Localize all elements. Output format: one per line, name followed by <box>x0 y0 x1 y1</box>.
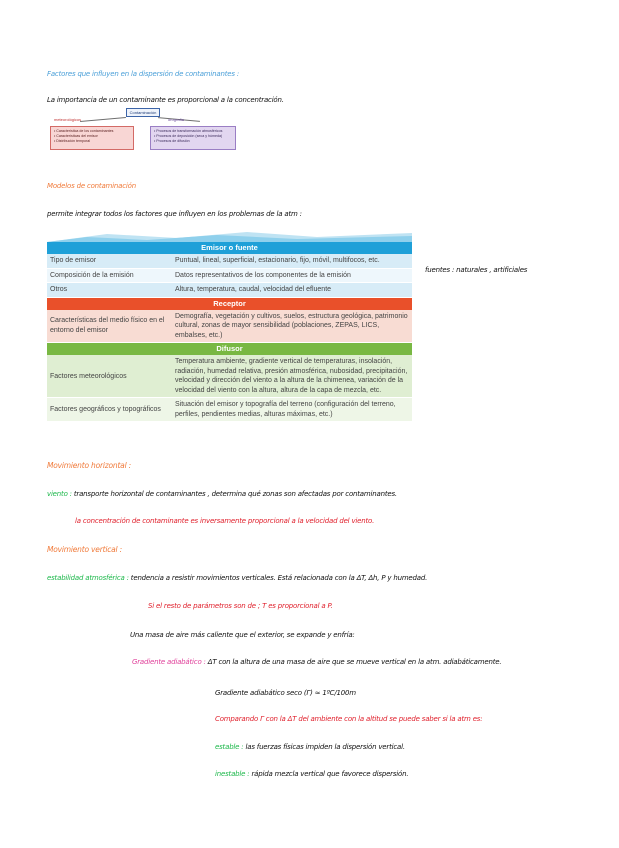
estabilidad-line <box>47 574 427 582</box>
section-title-vertical: Movimiento vertical : <box>47 545 122 554</box>
text-gradiente-seco: Gradiente adiabático seco (Γ) ≈ 1ºC/100m <box>215 689 356 697</box>
diagram-left-box <box>50 126 134 150</box>
diagram-left-item: • Características del emisor <box>54 134 98 138</box>
factors-table <box>47 242 412 422</box>
diagram-center-box: Contaminación <box>126 108 160 117</box>
row-label: Composición de la emisión <box>50 271 134 279</box>
estable-line <box>215 743 405 751</box>
estable-text: las fuerzas físicas impiden la dispersión vertical. <box>245 743 405 751</box>
table-row <box>47 269 412 284</box>
row-label: Tipo de emisor <box>50 257 97 265</box>
text-masa-aire: Una masa de aire más caliente que el exterior, se expande y enfría: <box>130 631 355 639</box>
inestable-label: inestable : <box>215 770 250 778</box>
diagram-connector-left <box>80 117 126 122</box>
viento-text: transporte horizontal de contaminantes , determina qué zonas son afectadas por contaminantes. <box>73 490 397 498</box>
row-value: Puntual, lineal, superficial, estacionario, fijo, móvil, multifocos, etc. <box>175 257 380 264</box>
section-title-modelos: Modelos de contaminación <box>47 182 136 190</box>
estabilidad-text: tendencia a resistir movimientos verticales. Está relacionada con la ΔT, Δh, P y humedad. <box>130 574 428 582</box>
header-emisor: Emisor o fuente <box>47 242 412 254</box>
diagram-right-item: • Procesos de difusión <box>154 139 190 143</box>
viento-line <box>47 490 397 498</box>
dispersion-diagram <box>50 108 236 154</box>
diagram-right-label: orografía <box>168 117 185 122</box>
row-value: Temperatura ambiente, gradiente vertical de temperaturas, insolación, radiación, humedad relativa, presión atmosférica, nubosidad, precipitación, velocidad y dirección del viento a la altura de la chimenea, variación de la velocidad del viento con la altura, altura de la capa de mezcla, etc. <box>175 358 408 394</box>
estable-label: estable : <box>215 743 244 751</box>
row-label: Características del medio físico en el entorno del emisor <box>50 317 165 334</box>
header-receptor: Receptor <box>47 298 412 310</box>
red-note-comparando: Comparando Γ con la ΔT del ambiente con la altitud se puede saber si la atm es: <box>215 715 483 723</box>
diagram-left-item: • Característica de los contaminantes <box>54 129 114 133</box>
text-importancia: La importancia de un contaminante es proporcional a la concentración. <box>47 96 284 104</box>
row-value: Altura, temperatura, caudal, velocidad del efluente <box>175 286 332 293</box>
estabilidad-label: estabilidad atmosférica : <box>47 574 129 582</box>
diagram-right-item: • Procesos de transformación atmosféricos <box>154 129 223 133</box>
table-row <box>47 355 412 398</box>
red-question-parametros: Si el resto de parámetros son de ; T es proporcional a P. <box>148 602 333 610</box>
gradiente-text: ΔT con la altura de una masa de aire que se mueve vertical en la atm. adiabáticamente. <box>207 658 502 666</box>
diagram-right-item: • Procesos de deposición (seca y húmeda) <box>154 134 223 138</box>
inestable-line <box>215 770 408 778</box>
table-row <box>47 283 412 298</box>
diagram-left-item: • Distribución temporal <box>54 139 91 143</box>
side-note-fuentes: fuentes : naturales , artificiales <box>425 266 528 274</box>
red-note-concentracion: la concentración de contaminante es inversamente proporcional a la velocidad del viento. <box>75 517 375 525</box>
viento-label: viento : <box>47 490 72 498</box>
gradiente-line <box>132 658 501 666</box>
row-label: Otros <box>50 286 68 294</box>
inestable-text: rápida mezcla vertical que favorece dispersión. <box>251 770 409 778</box>
row-value: Datos representativos de los componentes de la emisión <box>175 271 351 279</box>
row-label: Factores meteorológicos <box>50 372 127 380</box>
diagram-right-box <box>150 126 236 150</box>
table-decoration <box>47 230 412 242</box>
table-row <box>47 254 412 269</box>
row-value: Situación del emisor y topografía del terreno (configuración del terreno, perfiles, pendientes medias, alturas máximas, etc.) <box>175 401 396 418</box>
table-row <box>47 310 412 344</box>
section-title-horizontal: Movimiento horizontal : <box>47 461 131 470</box>
section-title-factores: Factores que influyen en la dispersión de contaminantes : <box>47 70 240 78</box>
gradiente-label: Gradiente adiabático : <box>132 658 206 666</box>
row-label: Factores geográficos y topográficos <box>50 406 161 413</box>
diagram-left-label: meteorológicos <box>54 117 82 122</box>
row-value: Demografía, vegetación y cultivos, suelos, estructura geológica, patrimonio cultural, zonas de mayor sensibilidad (poblaciones, ZEPAS, LICS, embalses, etc.) <box>175 312 408 339</box>
text-permite: permite integrar todos los factores que influyen en los problemas de la atm : <box>47 210 302 218</box>
header-difusor: Difusor <box>47 343 412 355</box>
table-row <box>47 398 412 422</box>
